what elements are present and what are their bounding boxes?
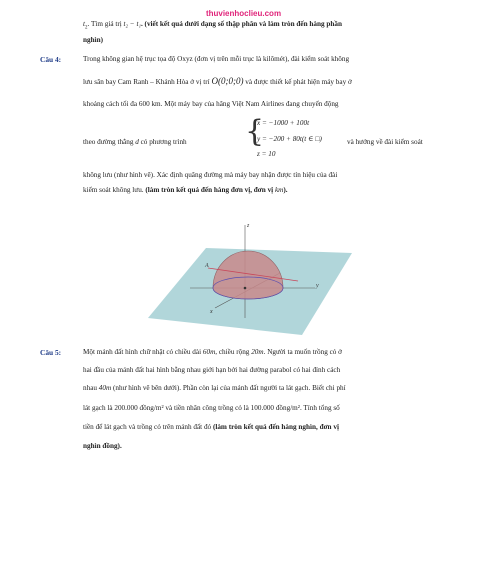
origin-point: O(0;0;0) [211,76,244,86]
y-axis-label: y [316,283,319,289]
line-d: d [135,138,139,146]
q5-line-1: Một mảnh đất hình chữ nhật có chiều dài 60m, chiều rộng 20m. Người ta muốn trồng cỏ ở [83,348,342,356]
q5-line-4: lát gạch là 200.000 đồng/m² và tiền nhân công trồng cỏ là 100.000 đồng/m². Tính tổng số [83,404,340,412]
site-watermark: thuvienhoclieu.com [205,9,282,18]
q5-line-3: nhau 40m (như hình vẽ bên dưới). Phần còn lại của mảnh đất người ta lát gạch. Biết chi phí [83,384,346,392]
equation-x: x = −1000 + 100t [257,119,310,127]
q5-line-6: nghìn đồng). [83,442,122,450]
q5-line-5: tiền để lát gạch và trồng cỏ trên mảnh đất đó (làm tròn kết quả đến hàng nghìn, đơn vị [83,423,339,431]
q4-line-4-end: và hướng về đài kiểm soát [347,138,423,146]
q4-line-3: khoảng cách tối đa 600 km. Một máy bay của hãng Việt Nam Airlines đang chuyển động [83,100,339,108]
q4-line-5: không lưu (như hình vẽ). Xác định quãng đường mà máy bay nhận được tín hiệu của đài [83,171,338,179]
equation-z: z = 10 [257,150,276,158]
equation-y: y = −200 + 80t(t ∈ □) [257,135,322,143]
top-line-2: nghìn) [83,36,103,44]
q4-line-4: theo đường thẳng d có phương trình [83,138,187,146]
q5-line-2: hai đầu của mảnh đất hai hình bằng nhau giới hạn bởi hai đường parabol có hai đỉnh cách [83,366,341,374]
equation-brace: { [245,114,265,149]
distance-40m: 40m [98,384,112,392]
q4-line-6: kiểm soát không lưu. (làm tròn kết quả đến hàng đơn vị, đơn vị km). [83,186,288,194]
var-t2: t [83,20,85,28]
tile-cost: 200.000 đồng/m² [114,404,164,412]
origin-dot [244,287,247,290]
top-text: . Tìm giá trị [87,20,124,28]
width-20m: 20m [251,348,264,356]
unit-km: km [274,186,284,194]
z-axis-label: z [247,223,250,229]
top-line-1: $t_2$. Tìm giá trị t₂ − t₁. (viết kết quả dưới dạng số thập phân và làm tròn đến hàng phần [83,20,342,31]
question-4-label: Câu 4: [40,55,62,64]
expr-t2-t1: t₂ − t₁ [123,20,141,28]
length-60m: 60m [202,348,216,356]
q4-line-2: lưu sân bay Cam Ranh – Khánh Hòa ở vị trí O(0;0;0) và được thiết kế phát hiện máy bay ở [83,76,352,86]
grass-cost: 100.000 đồng/m² [250,404,300,412]
q4-line-1: Trong không gian hệ trục tọa độ Oxyz (đơn vị trên mỗi trục là kilômét), đài kiểm soát không [83,55,350,63]
sphere-plane-figure [120,213,370,338]
question-5-label: Câu 5: [40,348,62,357]
point-a-label: A [205,263,209,269]
x-axis-label: x [210,309,213,315]
instruction-bold: . (viết kết quả dưới dạng số thập phân và làm tròn đến hàng phần [140,20,342,28]
